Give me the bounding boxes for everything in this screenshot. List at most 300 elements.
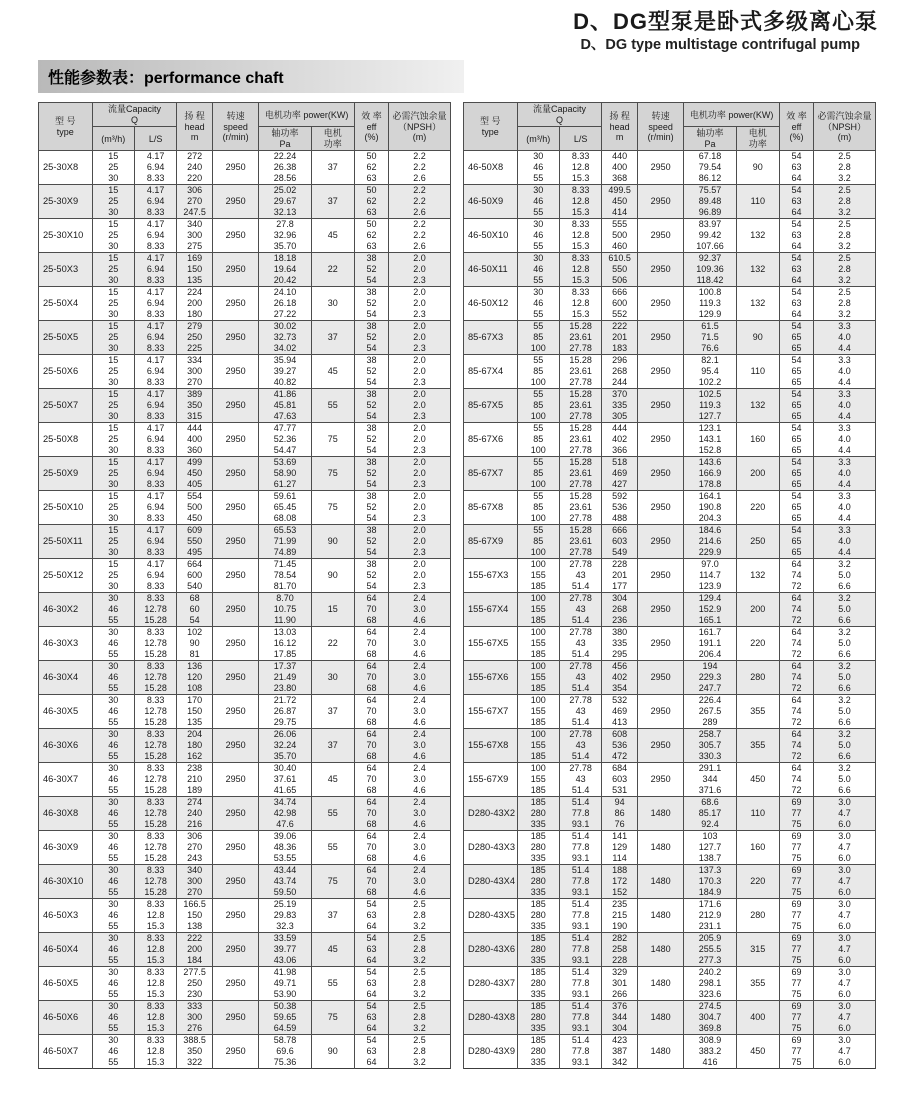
efficiency-cell: 54 (354, 899, 388, 911)
npsh-cell: 3.2 (814, 661, 876, 673)
efficiency-cell: 75 (779, 853, 813, 865)
capacity-m3h-cell: 55 (517, 423, 559, 435)
efficiency-cell: 52 (354, 332, 388, 343)
npsh-cell: 6.6 (814, 785, 876, 797)
capacity-ls-cell: 15.28 (134, 853, 176, 865)
efficiency-cell: 64 (354, 695, 388, 707)
capacity-m3h-cell: 185 (517, 615, 559, 627)
efficiency-cell: 69 (779, 933, 813, 945)
head-cell: 334 (177, 355, 212, 367)
npsh-cell: 4.0 (814, 502, 876, 513)
head-cell: 136 (177, 661, 212, 673)
npsh-cell: 3.2 (814, 241, 876, 253)
npsh-cell: 2.3 (389, 275, 451, 287)
capacity-ls-cell: 15.28 (134, 751, 176, 763)
capacity-ls-cell: 8.33 (134, 933, 176, 945)
pump-type-cell: 46-50X6 (39, 1001, 93, 1035)
efficiency-cell: 64 (779, 661, 813, 673)
head-cell: 296 (602, 355, 637, 367)
head-cell: 277.5 (177, 967, 212, 979)
npsh-cell: 4.0 (814, 400, 876, 411)
shaft-power-cell: 267.5 (684, 706, 736, 717)
header-motor-power: 电机 功率 (736, 127, 779, 151)
capacity-m3h-cell: 25 (92, 162, 134, 173)
head-cell: 150 (177, 264, 212, 275)
npsh-cell: 2.0 (389, 298, 451, 309)
shaft-power-cell: 35.70 (259, 751, 311, 763)
efficiency-cell: 65 (779, 434, 813, 445)
efficiency-cell: 63 (354, 241, 388, 253)
efficiency-cell: 38 (354, 559, 388, 571)
capacity-ls-cell: 6.94 (134, 230, 176, 241)
capacity-ls-cell: 8.33 (559, 151, 601, 163)
head-cell: 90 (177, 638, 212, 649)
table-row (464, 457, 876, 469)
capacity-ls-cell: 51.4 (559, 785, 601, 797)
head-cell: 531 (602, 785, 637, 797)
shaft-power-cell: 68.6 (684, 797, 736, 809)
efficiency-cell: 70 (354, 638, 388, 649)
head-cell: 333 (177, 1001, 212, 1013)
motor-power-cell: 355 (736, 967, 779, 1001)
table-row (39, 423, 451, 435)
capacity-ls-cell: 27.78 (559, 547, 601, 559)
npsh-cell: 4.7 (814, 1012, 876, 1023)
efficiency-cell: 77 (779, 1012, 813, 1023)
capacity-ls-cell: 51.4 (559, 865, 601, 877)
header-capacity-ls: L/S (134, 127, 176, 151)
pump-type-cell: 85-67X8 (464, 491, 518, 525)
head-cell: 301 (602, 978, 637, 989)
pump-type-cell: 25-50X5 (39, 321, 93, 355)
capacity-ls-cell: 27.78 (559, 513, 601, 525)
capacity-m3h-cell: 185 (517, 581, 559, 593)
head-cell: 200 (177, 944, 212, 955)
npsh-cell: 3.0 (814, 1001, 876, 1013)
npsh-cell: 2.0 (389, 366, 451, 377)
speed-cell: 2950 (212, 1001, 259, 1035)
npsh-cell: 6.0 (814, 921, 876, 933)
motor-power-cell: 220 (736, 627, 779, 661)
capacity-ls-cell: 6.94 (134, 298, 176, 309)
capacity-m3h-cell: 280 (517, 1012, 559, 1023)
pump-type-cell: 85-67X4 (464, 355, 518, 389)
head-cell: 270 (177, 887, 212, 899)
table-row (464, 593, 876, 605)
efficiency-cell: 72 (779, 581, 813, 593)
npsh-cell: 3.2 (814, 275, 876, 287)
speed-cell: 2950 (637, 253, 684, 287)
capacity-m3h-cell: 25 (92, 434, 134, 445)
npsh-cell: 6.6 (814, 615, 876, 627)
speed-cell: 2950 (637, 661, 684, 695)
table-row (39, 729, 451, 741)
table-row (39, 287, 451, 299)
npsh-cell: 2.3 (389, 513, 451, 525)
capacity-m3h-cell: 280 (517, 944, 559, 955)
head-cell: 172 (602, 876, 637, 887)
shaft-power-cell: 23.80 (259, 683, 311, 695)
efficiency-cell: 68 (354, 819, 388, 831)
head-cell: 215 (602, 910, 637, 921)
npsh-cell: 4.7 (814, 978, 876, 989)
speed-cell: 2950 (212, 1035, 259, 1069)
head-cell: 238 (177, 763, 212, 775)
capacity-ls-cell: 12.78 (134, 638, 176, 649)
npsh-cell: 2.8 (814, 162, 876, 173)
pump-type-cell: 25-50X10 (39, 491, 93, 525)
capacity-ls-cell: 15.28 (134, 717, 176, 729)
speed-cell: 2950 (212, 423, 259, 457)
capacity-m3h-cell: 85 (517, 332, 559, 343)
capacity-m3h-cell: 46 (92, 808, 134, 819)
head-cell: 400 (602, 162, 637, 173)
npsh-cell: 2.0 (389, 434, 451, 445)
head-cell: 555 (602, 219, 637, 231)
npsh-cell: 6.6 (814, 717, 876, 729)
capacity-ls-cell: 6.94 (134, 468, 176, 479)
efficiency-cell: 64 (779, 695, 813, 707)
capacity-m3h-cell: 100 (517, 695, 559, 707)
efficiency-cell: 54 (779, 457, 813, 469)
efficiency-cell: 72 (779, 785, 813, 797)
capacity-m3h-cell: 85 (517, 400, 559, 411)
capacity-ls-cell: 12.8 (559, 264, 601, 275)
table-row (464, 797, 876, 809)
shaft-power-cell: 39.27 (259, 366, 311, 377)
capacity-ls-cell: 77.8 (559, 876, 601, 887)
pump-type-cell: 25-50X3 (39, 253, 93, 287)
table-row (464, 185, 876, 197)
speed-cell: 2950 (637, 491, 684, 525)
efficiency-cell: 64 (779, 275, 813, 287)
pump-type-cell: 46-50X9 (464, 185, 518, 219)
motor-power-cell: 280 (736, 661, 779, 695)
efficiency-cell: 65 (779, 502, 813, 513)
head-cell: 274 (177, 797, 212, 809)
efficiency-cell: 62 (354, 162, 388, 173)
efficiency-cell: 52 (354, 298, 388, 309)
capacity-ls-cell: 8.33 (559, 287, 601, 299)
capacity-ls-cell: 15.3 (559, 207, 601, 219)
motor-power-cell: 90 (311, 1035, 354, 1069)
header-capacity-m3h: (m³/h) (517, 127, 559, 151)
head-cell: 300 (177, 1012, 212, 1023)
head-cell: 300 (177, 230, 212, 241)
capacity-ls-cell: 27.78 (559, 559, 601, 571)
shaft-power-cell: 47.63 (259, 411, 311, 423)
efficiency-cell: 54 (354, 377, 388, 389)
capacity-m3h-cell: 30 (92, 831, 134, 843)
shaft-power-cell: 127.7 (684, 842, 736, 853)
efficiency-cell: 77 (779, 978, 813, 989)
capacity-m3h-cell: 30 (92, 275, 134, 287)
table-row (39, 491, 451, 503)
efficiency-cell: 54 (779, 185, 813, 197)
head-cell: 402 (602, 672, 637, 683)
speed-cell: 2950 (212, 593, 259, 627)
table-row (464, 729, 876, 741)
motor-power-cell: 200 (736, 457, 779, 491)
capacity-ls-cell: 27.78 (559, 661, 601, 673)
head-cell: 220 (177, 173, 212, 185)
table-row (464, 389, 876, 401)
head-cell: 402 (602, 434, 637, 445)
pump-type-cell: D280-43X2 (464, 797, 518, 831)
motor-power-cell: 55 (311, 831, 354, 865)
shaft-power-cell: 369.8 (684, 1023, 736, 1035)
shaft-power-cell: 32.3 (259, 921, 311, 933)
pump-type-cell: 46-30X5 (39, 695, 93, 729)
efficiency-cell: 38 (354, 491, 388, 503)
speed-cell: 2950 (212, 797, 259, 831)
motor-power-cell: 15 (311, 593, 354, 627)
pump-type-cell: 155-67X3 (464, 559, 518, 593)
npsh-cell: 3.0 (814, 899, 876, 911)
shaft-power-cell: 35.70 (259, 241, 311, 253)
head-cell: 329 (602, 967, 637, 979)
head-cell: 387 (602, 1046, 637, 1057)
capacity-ls-cell: 15.28 (134, 683, 176, 695)
efficiency-cell: 65 (779, 445, 813, 457)
capacity-ls-cell: 23.61 (559, 536, 601, 547)
efficiency-cell: 38 (354, 423, 388, 435)
head-cell: 183 (602, 343, 637, 355)
shaft-power-cell: 64.59 (259, 1023, 311, 1035)
motor-power-cell: 315 (736, 933, 779, 967)
capacity-ls-cell: 43 (559, 604, 601, 615)
shaft-power-cell: 81.70 (259, 581, 311, 593)
shaft-power-cell: 35.94 (259, 355, 311, 367)
efficiency-cell: 75 (779, 819, 813, 831)
speed-cell: 1480 (637, 899, 684, 933)
capacity-ls-cell: 15.3 (134, 955, 176, 967)
speed-cell: 2950 (212, 253, 259, 287)
speed-cell: 2950 (637, 355, 684, 389)
table-row (464, 321, 876, 333)
efficiency-cell: 68 (354, 887, 388, 899)
capacity-m3h-cell: 155 (517, 570, 559, 581)
shaft-power-cell: 152.8 (684, 445, 736, 457)
npsh-cell: 3.3 (814, 389, 876, 401)
capacity-ls-cell: 8.33 (134, 207, 176, 219)
npsh-cell: 2.8 (389, 1046, 451, 1057)
capacity-m3h-cell: 46 (92, 706, 134, 717)
capacity-m3h-cell: 25 (92, 400, 134, 411)
head-cell: 460 (602, 241, 637, 253)
efficiency-cell: 72 (779, 649, 813, 661)
motor-power-cell: 37 (311, 151, 354, 185)
efficiency-cell: 65 (779, 479, 813, 491)
capacity-ls-cell: 27.78 (559, 479, 601, 491)
capacity-m3h-cell: 100 (517, 445, 559, 457)
speed-cell: 2950 (212, 525, 259, 559)
capacity-ls-cell: 93.1 (559, 1057, 601, 1069)
capacity-ls-cell: 15.28 (134, 819, 176, 831)
npsh-cell: 3.0 (389, 706, 451, 717)
shaft-power-cell: 69.6 (259, 1046, 311, 1057)
capacity-m3h-cell: 46 (517, 230, 559, 241)
capacity-ls-cell: 8.33 (134, 377, 176, 389)
npsh-cell: 2.3 (389, 411, 451, 423)
capacity-m3h-cell: 25 (92, 298, 134, 309)
shaft-power-cell: 45.81 (259, 400, 311, 411)
head-cell: 306 (177, 831, 212, 843)
motor-power-cell: 160 (736, 423, 779, 457)
shaft-power-cell: 109.36 (684, 264, 736, 275)
efficiency-cell: 54 (779, 219, 813, 231)
shaft-power-cell: 344 (684, 774, 736, 785)
head-cell: 204 (177, 729, 212, 741)
head-cell: 444 (602, 423, 637, 435)
capacity-m3h-cell: 30 (92, 547, 134, 559)
motor-power-cell: 22 (311, 253, 354, 287)
capacity-m3h-cell: 100 (517, 729, 559, 741)
table-row (39, 695, 451, 707)
npsh-cell: 2.0 (389, 253, 451, 265)
shaft-power-cell: 231.1 (684, 921, 736, 933)
shaft-power-cell: 8.70 (259, 593, 311, 605)
speed-cell: 2950 (637, 287, 684, 321)
motor-power-cell: 280 (736, 899, 779, 933)
npsh-cell: 2.3 (389, 479, 451, 491)
capacity-m3h-cell: 155 (517, 706, 559, 717)
table-row (464, 491, 876, 503)
shaft-power-cell: 170.3 (684, 876, 736, 887)
npsh-cell: 3.3 (814, 321, 876, 333)
capacity-ls-cell: 23.61 (559, 434, 601, 445)
efficiency-cell: 63 (354, 1046, 388, 1057)
shaft-power-cell: 305.7 (684, 740, 736, 751)
npsh-cell: 2.4 (389, 661, 451, 673)
efficiency-cell: 38 (354, 457, 388, 469)
head-cell: 427 (602, 479, 637, 491)
shaft-power-cell: 21.49 (259, 672, 311, 683)
head-cell: 162 (177, 751, 212, 763)
shaft-power-cell: 53.90 (259, 989, 311, 1001)
efficiency-cell: 63 (779, 298, 813, 309)
page-title: D、DG型泵是卧式多级离心泵 (573, 9, 878, 34)
capacity-m3h-cell: 55 (517, 207, 559, 219)
shaft-power-cell: 43.74 (259, 876, 311, 887)
capacity-ls-cell: 15.3 (559, 309, 601, 321)
head-cell: 189 (177, 785, 212, 797)
capacity-ls-cell: 15.3 (559, 275, 601, 287)
head-cell: 258 (602, 944, 637, 955)
shaft-power-cell: 102.5 (684, 389, 736, 401)
capacity-ls-cell: 15.28 (559, 389, 601, 401)
pump-type-cell: 25-30X9 (39, 185, 93, 219)
head-cell: 500 (177, 502, 212, 513)
capacity-ls-cell: 15.28 (134, 785, 176, 797)
motor-power-cell: 45 (311, 355, 354, 389)
npsh-cell: 3.0 (389, 876, 451, 887)
pump-type-cell: 46-30X7 (39, 763, 93, 797)
capacity-ls-cell: 8.33 (134, 797, 176, 809)
speed-cell: 2950 (637, 729, 684, 763)
capacity-ls-cell: 51.4 (559, 899, 601, 911)
head-cell: 472 (602, 751, 637, 763)
capacity-m3h-cell: 85 (517, 536, 559, 547)
speed-cell: 2950 (212, 491, 259, 525)
npsh-cell: 2.8 (389, 910, 451, 921)
speed-cell: 2950 (637, 151, 684, 185)
shaft-power-cell: 92.4 (684, 819, 736, 831)
capacity-m3h-cell: 46 (92, 638, 134, 649)
capacity-m3h-cell: 46 (92, 1046, 134, 1057)
shaft-power-cell: 34.74 (259, 797, 311, 809)
shaft-power-cell: 16.12 (259, 638, 311, 649)
shaft-power-cell: 118.42 (684, 275, 736, 287)
table-row (464, 695, 876, 707)
motor-power-cell: 110 (736, 355, 779, 389)
capacity-ls-cell: 8.33 (134, 241, 176, 253)
capacity-m3h-cell: 335 (517, 887, 559, 899)
table-row (464, 287, 876, 299)
speed-cell: 2950 (212, 695, 259, 729)
capacity-m3h-cell: 185 (517, 717, 559, 729)
efficiency-cell: 72 (779, 751, 813, 763)
head-cell: 340 (177, 865, 212, 877)
capacity-ls-cell: 23.61 (559, 468, 601, 479)
capacity-m3h-cell: 280 (517, 978, 559, 989)
capacity-ls-cell: 93.1 (559, 1023, 601, 1035)
capacity-ls-cell: 15.28 (559, 457, 601, 469)
efficiency-cell: 69 (779, 831, 813, 843)
efficiency-cell: 52 (354, 400, 388, 411)
efficiency-cell: 54 (354, 275, 388, 287)
shaft-power-cell: 59.61 (259, 491, 311, 503)
capacity-m3h-cell: 46 (517, 264, 559, 275)
capacity-m3h-cell: 55 (517, 457, 559, 469)
head-cell: 405 (177, 479, 212, 491)
npsh-cell: 2.3 (389, 445, 451, 457)
efficiency-cell: 38 (354, 389, 388, 401)
head-cell: 135 (177, 717, 212, 729)
pump-type-cell: 46-30X6 (39, 729, 93, 763)
head-cell: 120 (177, 672, 212, 683)
table-row (39, 899, 451, 911)
capacity-m3h-cell: 30 (92, 1001, 134, 1013)
pump-type-cell: 46-30X2 (39, 593, 93, 627)
header-shaft-power: 轴功率 Pa (684, 127, 736, 151)
capacity-ls-cell: 12.8 (559, 230, 601, 241)
shaft-power-cell: 13.03 (259, 627, 311, 639)
page-subtitle: D、DG type multistage contrifugal pump (580, 36, 860, 53)
head-cell: 138 (177, 921, 212, 933)
shaft-power-cell: 86.12 (684, 173, 736, 185)
capacity-ls-cell: 51.4 (559, 1035, 601, 1047)
efficiency-cell: 64 (354, 729, 388, 741)
head-cell: 305 (602, 411, 637, 423)
head-cell: 664 (177, 559, 212, 571)
shaft-power-cell: 82.1 (684, 355, 736, 367)
efficiency-cell: 54 (354, 967, 388, 979)
head-cell: 68 (177, 593, 212, 605)
head-cell: 250 (177, 978, 212, 989)
head-cell: 228 (602, 955, 637, 967)
table-row (39, 389, 451, 401)
capacity-m3h-cell: 185 (517, 933, 559, 945)
head-cell: 150 (177, 910, 212, 921)
head-cell: 335 (602, 638, 637, 649)
npsh-cell: 3.3 (814, 355, 876, 367)
capacity-m3h-cell: 335 (517, 1057, 559, 1069)
pump-type-cell: 25-50X8 (39, 423, 93, 457)
shaft-power-cell: 28.56 (259, 173, 311, 185)
capacity-m3h-cell: 30 (92, 797, 134, 809)
efficiency-cell: 54 (354, 343, 388, 355)
